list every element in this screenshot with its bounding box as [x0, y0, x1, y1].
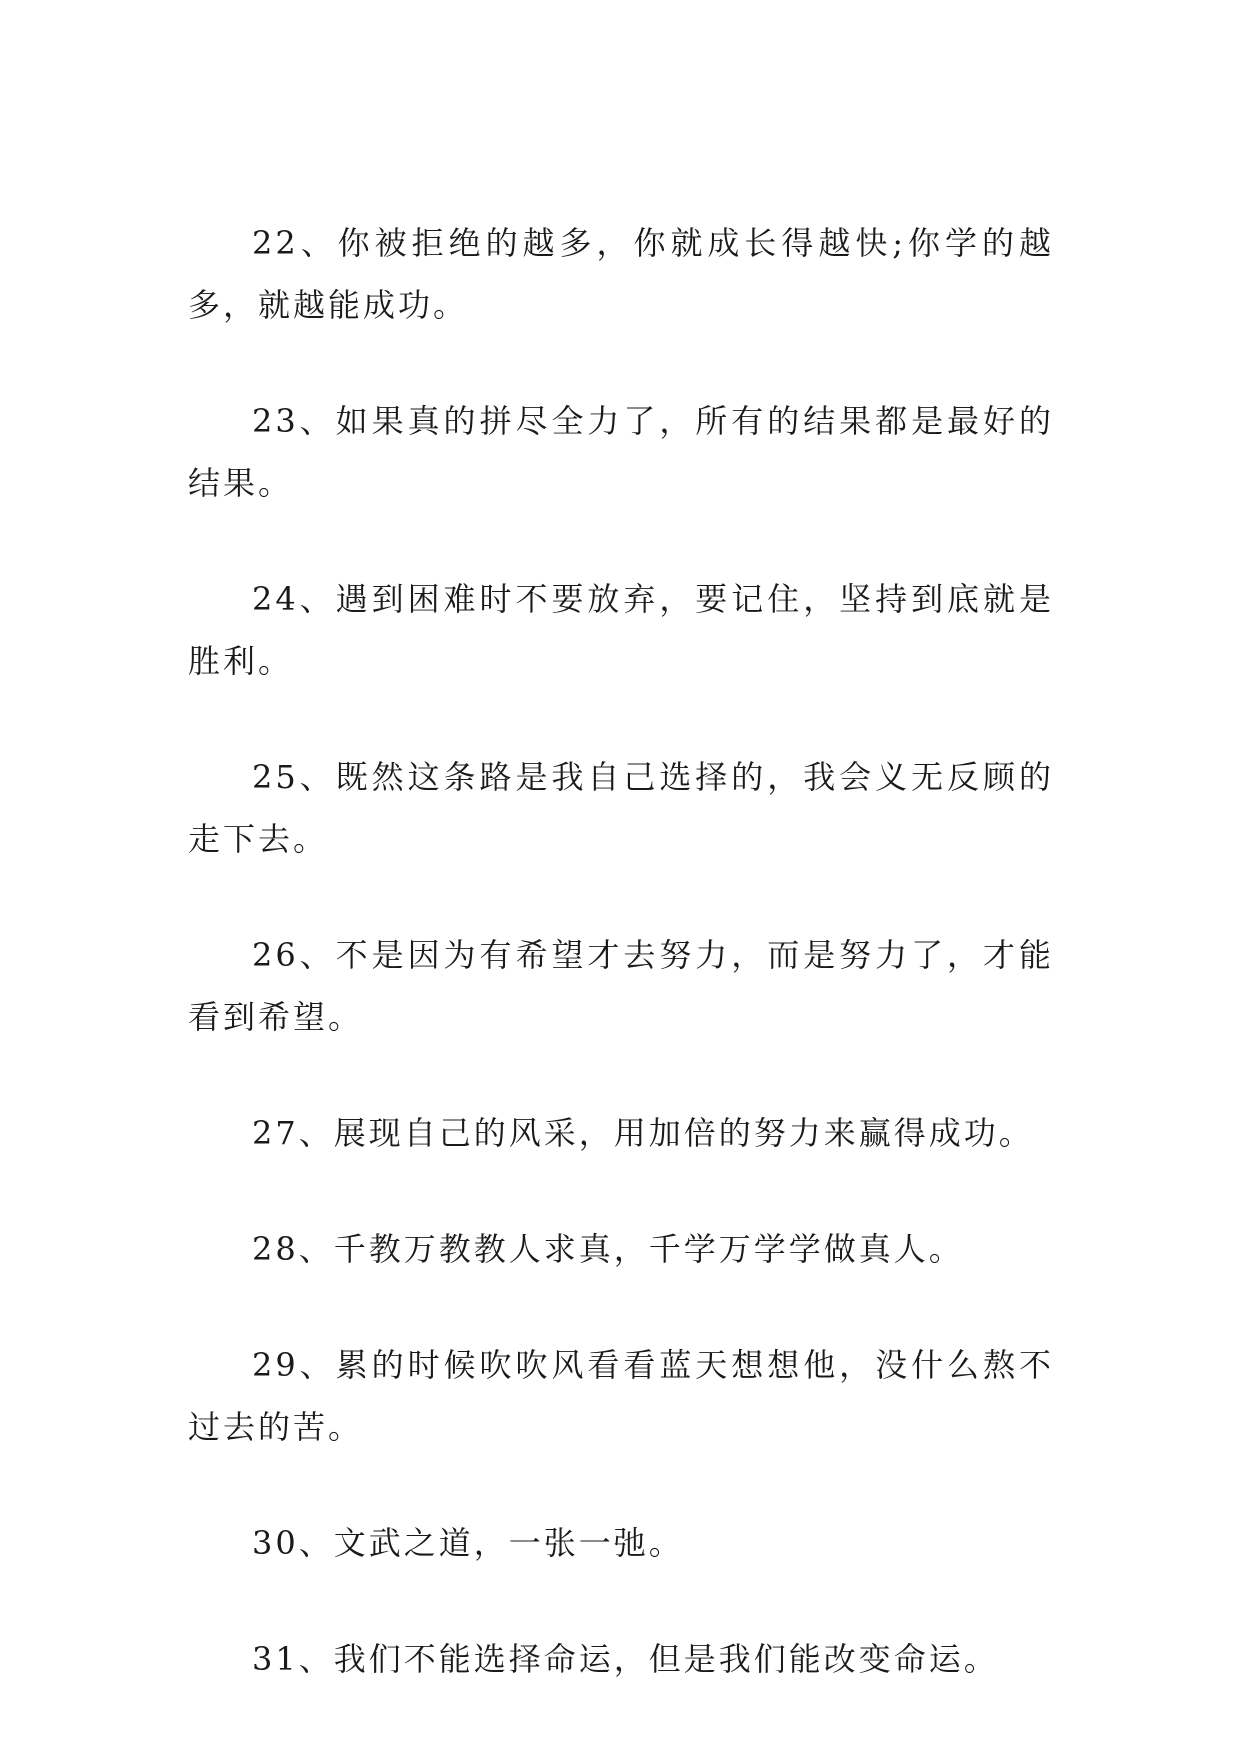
paragraph-23: 23、如果真的拼尽全力了，所有的结果都是最好的结果。 — [188, 402, 1054, 502]
paragraph-31: 31、我们不能选择命运，但是我们能改变命运。 — [252, 1640, 999, 1678]
paragraph-22: 22、你被拒绝的越多，你就成长得越快;你学的越多，就越能成功。 — [188, 224, 1054, 324]
paragraph-24: 24、遇到困难时不要放弃，要记住，坚持到底就是胜利。 — [188, 580, 1054, 680]
paragraph-28: 28、千教万教教人求真，千学万学学做真人。 — [252, 1230, 964, 1268]
paragraph-25: 25、既然这条路是我自己选择的，我会义无反顾的走下去。 — [188, 758, 1054, 858]
paragraph-29: 29、累的时候吹吹风看看蓝天想想他，没什么熬不过去的苦。 — [188, 1346, 1054, 1446]
paragraph-27: 27、展现自己的风采，用加倍的努力来赢得成功。 — [252, 1114, 1034, 1152]
document-body — [188, 212, 1054, 1744]
paragraph-30: 30、文武之道，一张一弛。 — [252, 1524, 684, 1562]
paragraph-26: 26、不是因为有希望才去努力，而是努力了，才能看到希望。 — [188, 936, 1054, 1036]
